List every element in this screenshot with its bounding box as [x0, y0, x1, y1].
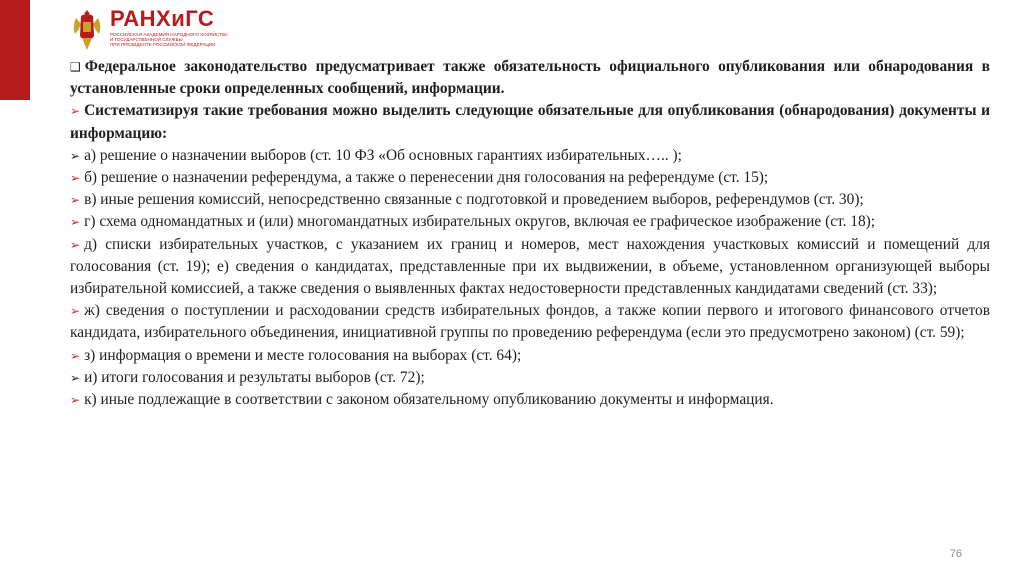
- arrow-bullet-icon: ➢: [70, 215, 81, 230]
- hollow-square-bullet-icon: ❑: [70, 60, 81, 74]
- list-item-text: г) схема одномандатных и (или) многомандатных избирательных округов, включая ее графическое изображение (ст. 18);: [84, 213, 876, 231]
- list-item-b: [70, 167, 990, 189]
- list-item-text: а) решение о назначении выборов (ст. 10 ФЗ «Об основных гарантиях избирательных….. );: [84, 146, 682, 164]
- ranepa-logo: [70, 6, 228, 52]
- list-item-text: ж) сведения о поступлении и расходовании средств избирательных фондов, а также копии первого и итогового финансового отчетов кандидата, избирательного объединения, инициативной группы по проведению референдума (если это предусмотрено законом) (ст. 59);: [70, 302, 990, 342]
- list-item-d: [70, 234, 990, 301]
- arrow-bullet-icon: ➢: [70, 348, 81, 363]
- list-item-text: к) иные подлежащие в соответствии с законом обязательному опубликованию документы и информация.: [84, 391, 774, 409]
- logo-subtitle-line: РОССИЙСКАЯ АКАДЕМИЯ НАРОДНОГО ХОЗЯЙСТВА: [110, 32, 228, 37]
- list-item-z: [70, 345, 990, 367]
- arrow-bullet-icon: ➢: [70, 237, 81, 252]
- arrow-bullet-icon: ➢: [70, 370, 81, 385]
- page-number: 76: [949, 548, 962, 560]
- logo-subtitle-line: И ГОСУДАРСТВЕННОЙ СЛУЖБЫ: [110, 37, 183, 43]
- list-item-text: д) списки избирательных участков, с указанием их границ и номеров, мест нахождения участковых комиссий и помещений для голосования (ст. 19); е) сведения о кандидатах, представленные при их выдвижении, в объеме, установленном организующей выборы избирательной комиссией, а также сведения о выявленных фактах недостоверности представленных кандидатами сведений (ст. 33);: [70, 235, 990, 298]
- paragraph-text: Систематизируя такие требования можно выделить следующие обязательные для опубликования (обнародования) документы и информацию:: [70, 102, 990, 142]
- red-side-bar: [0, 0, 30, 100]
- arrow-bullet-icon: ➢: [70, 171, 81, 186]
- arrow-bullet-icon: ➢: [70, 148, 81, 163]
- logo-subtitle-line: ПРИ ПРЕЗИДЕНТЕ РОССИЙСКОЙ ФЕДЕРАЦИИ: [110, 42, 216, 48]
- eagle-emblem-icon: [70, 8, 104, 52]
- arrow-bullet-icon: ➢: [70, 193, 81, 208]
- paragraph-systematize: [70, 100, 990, 144]
- arrow-bullet-icon: ➢: [70, 393, 81, 408]
- logo-subtitle: [110, 32, 228, 48]
- list-item-i: [70, 367, 990, 389]
- list-item-text: в) иные решения комиссий, непосредственно связанные с подготовкой и проведением выборов, референдумов (ст. 30);: [84, 191, 864, 209]
- list-item-k: [70, 389, 990, 411]
- list-item-text: и) итоги голосования и результаты выборов (ст. 72);: [84, 368, 425, 386]
- list-item-zh: [70, 300, 990, 344]
- arrow-bullet-icon: ➢: [70, 304, 81, 319]
- paragraph-text: Федеральное законодательство предусматривает также обязательность официального опубликования или обнародования в установленные сроки определенных сообщений, информации.: [70, 58, 990, 98]
- list-item-g: [70, 211, 990, 233]
- list-item-text: б) решение о назначении референдума, а также о перенесении дня голосования на референдуме (ст. 15);: [84, 169, 769, 187]
- logo-wordmark: РАНХиГС: [110, 6, 215, 31]
- slide-body: [70, 56, 990, 411]
- paragraph-intro: [70, 56, 990, 100]
- list-item-a: [70, 145, 990, 167]
- list-item-text: з) информация о времени и месте голосования на выборах (ст. 64);: [84, 346, 522, 364]
- list-item-v: [70, 189, 990, 211]
- arrow-bullet-icon: ➢: [70, 104, 81, 119]
